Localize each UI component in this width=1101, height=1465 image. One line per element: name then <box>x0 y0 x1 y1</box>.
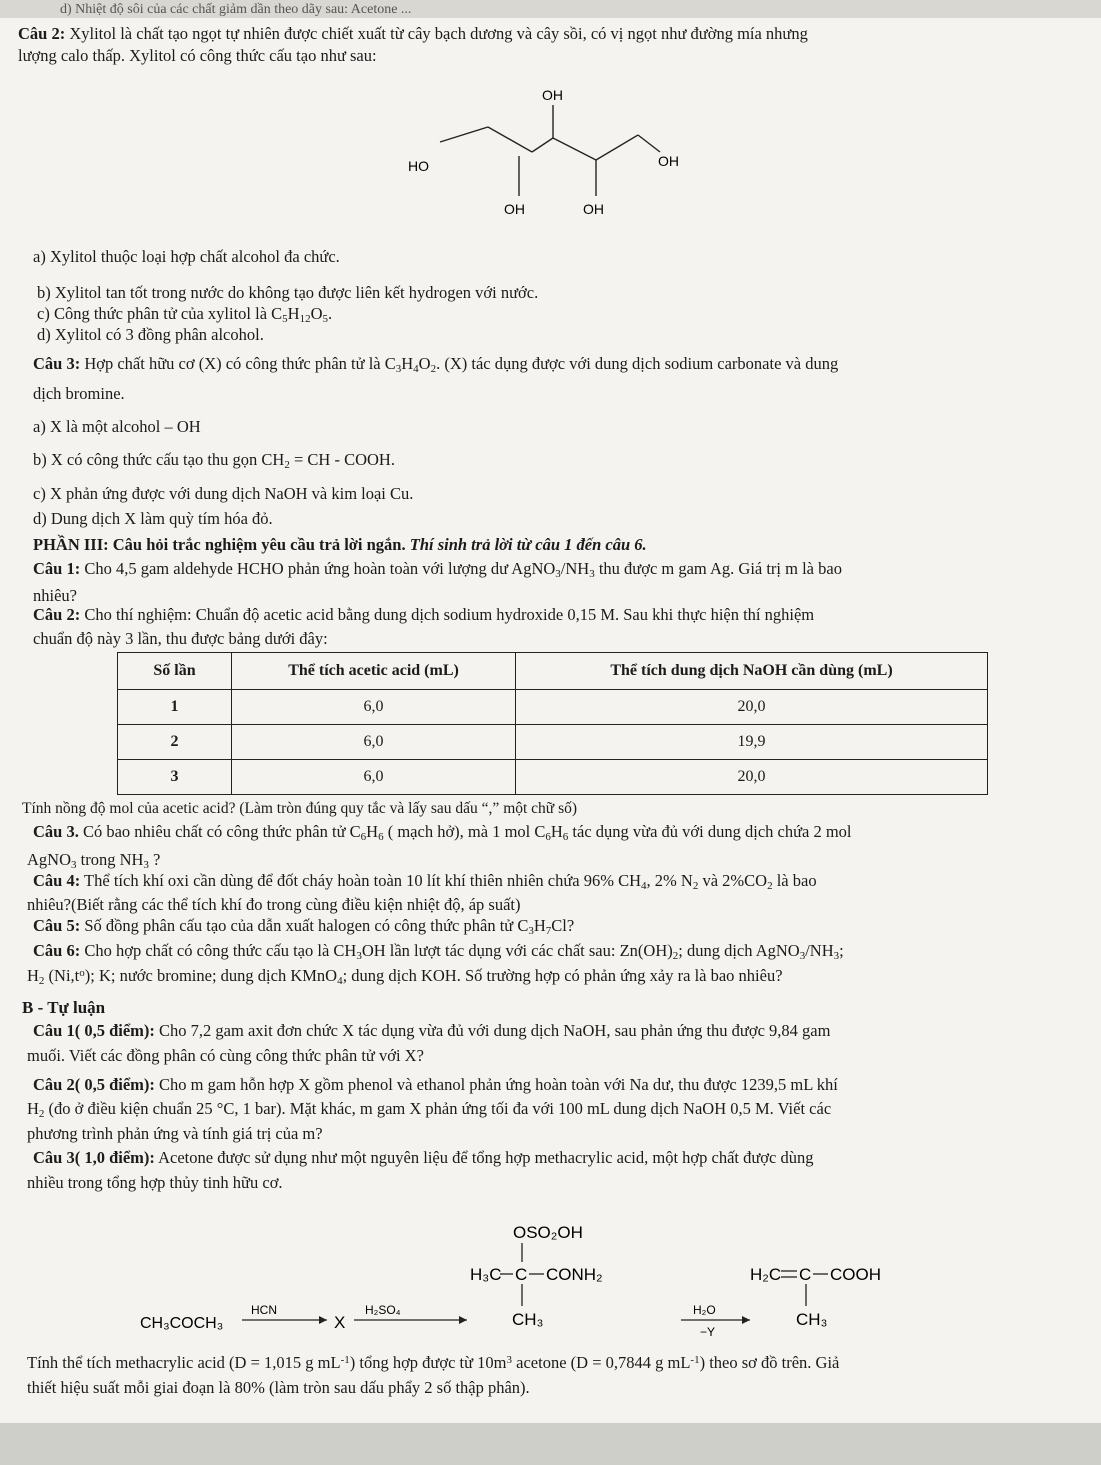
scheme-start: CH₃COCH₃ <box>140 1315 224 1332</box>
sub: 2 <box>284 459 290 471</box>
q3-line2: dịch bromine. <box>33 384 125 403</box>
b-c3-text: Acetone được sử dụng như một nguyên liệu để tổng hợp methacrylic acid, một hợp chất được dùng <box>154 1148 814 1167</box>
q3-label: Câu 3: <box>33 354 81 373</box>
sub: 6 <box>360 831 367 843</box>
sub: 5 <box>322 313 329 325</box>
titration-table <box>117 652 988 795</box>
s4-line1 <box>33 871 1087 891</box>
sub: 3 <box>555 568 561 580</box>
b-c2-text2: (đo ở điều kiện chuẩn 25 °C, 1 bar). Mặt khác, m gam X phản ứng tối đa với 100 mL dung dịch NaOH 0,5 M. Viết các <box>44 1099 832 1118</box>
arrow-1-head <box>319 1316 327 1324</box>
b-c2-line1 <box>33 1075 1087 1095</box>
sup: -1 <box>690 1354 700 1366</box>
b-c2-text: Cho m gam hỗn hợp X gồm phenol và ethanol phản ứng hoàn toàn với Na dư, thu được 1239,5 mL khí <box>154 1075 838 1094</box>
sub: 5 <box>282 313 288 325</box>
b-c2-line3: phương trình phản ứng và tính giá trị của m? <box>27 1124 323 1143</box>
part3-heading <box>33 535 1087 555</box>
s6-h2: H <box>27 966 39 985</box>
s5-t1: Số đồng phân cấu tạo của dẫn xuất halogen có công thức phân tử C <box>80 916 529 935</box>
s1-mid: /NH <box>560 559 590 578</box>
s4-label: Câu 4: <box>33 871 81 890</box>
b-c3-end2: thiết hiệu suất mỗi giai đoạn là 80% (làm tròn sau dấu phẩy 2 số thập phân). <box>27 1378 530 1397</box>
s3-label: Câu 3. <box>33 822 79 841</box>
q2-c-end: . <box>328 304 333 323</box>
table-cell: 1 <box>118 690 232 725</box>
s6-t1: Cho hợp chất có công thức cấu tạo là CH <box>80 941 357 960</box>
mid-top: OSO₂OH <box>513 1223 583 1242</box>
prod-left: H₂C <box>750 1265 782 1284</box>
sub: 3 <box>799 950 806 962</box>
s6-label: Câu 6: <box>33 941 81 960</box>
b-c3-end1d: ) theo sơ đồ trên. Giả <box>699 1353 840 1372</box>
s3-t3: tác dụng vừa đủ với dung dịch chứa 2 mol <box>568 822 852 841</box>
s6-t4: /NH <box>805 941 834 960</box>
scheme-reagent-h2o: H₂O <box>693 1303 716 1317</box>
s5-t2: Cl? <box>551 916 575 935</box>
q2-d: d) Xylitol có 3 đồng phân alcohol. <box>37 325 264 344</box>
s6-k: ); K; nước bromine; dung dịch KMnO <box>84 966 338 985</box>
sub: 3 <box>528 925 534 937</box>
cut-top-line: d) Nhiệt độ sôi của các chất giảm dần theo dãy sau: Acetone ... <box>60 2 412 17</box>
s1-line2: nhiêu? <box>33 586 77 605</box>
table-header: Thể tích acetic acid (mL) <box>232 653 516 690</box>
s4-t3: và 2%CO <box>698 871 768 890</box>
part3-title: PHẦN III: Câu hỏi trắc nghiệm yêu cầu trả lời ngắn. <box>33 535 406 554</box>
q3-d: d) Dung dịch X làm quỳ tím hóa đỏ. <box>33 509 273 528</box>
s2-line2: chuẩn độ này 3 lần, thu được bảng dưới đây: <box>33 629 328 648</box>
q2-c-text: c) Công thức phân tử của xylitol là C <box>37 304 283 323</box>
q3-text1: Hợp chất hữu cơ (X) có công thức phân tử là C <box>80 354 396 373</box>
scheme-minus-y: −Y <box>700 1325 716 1339</box>
sub: 3 <box>356 950 362 962</box>
s2-label: Câu 2: <box>33 605 81 624</box>
s6-line2 <box>27 966 1087 986</box>
q3-b-text: b) X có công thức cấu tạo thu gọn CH <box>33 450 285 469</box>
s1-text: Cho 4,5 gam aldehyde HCHO phản ứng hoàn toàn với lượng dư AgNO <box>80 559 556 578</box>
scheme-reagent-h2so4: H₂SO₄ <box>365 1303 401 1317</box>
b-c3-line2: nhiều trong tổng hợp thủy tinh hữu cơ. <box>27 1173 283 1192</box>
sub: 2 <box>38 1108 45 1120</box>
sub: 2 <box>38 975 45 987</box>
sup: 3 <box>506 1354 513 1366</box>
s6-t2: OH lần lượt tác dụng với các chất sau: Zn(OH) <box>361 941 673 960</box>
q2-c <box>37 304 1087 324</box>
b-c1-text: Cho 7,2 gam axit đơn chức X tác dụng vừa đủ với dung dịch NaOH, sau phản ứng thu được 9,84 gam <box>154 1021 831 1040</box>
sup: o <box>79 967 85 979</box>
oh-bottom1-label: OH <box>504 201 525 217</box>
mid-right: CONH₂ <box>546 1265 603 1284</box>
table-row <box>118 725 988 760</box>
table-cell: 20,0 <box>516 690 988 725</box>
b-c3-line1 <box>33 1148 1087 1168</box>
oh-top-label: OH <box>542 87 563 103</box>
sub: 7 <box>545 925 552 937</box>
sup: -1 <box>340 1354 350 1366</box>
sub: 2 <box>692 880 699 892</box>
table-row <box>118 760 988 795</box>
sub: 4 <box>413 363 419 375</box>
s6-t3: ; dung dịch AgNO <box>678 941 800 960</box>
sub: 3 <box>395 363 402 375</box>
s3-agno3: AgNO <box>27 850 71 869</box>
s5-line: Câu 5: Số đồng phân cấu tạo của dẫn xuất halogen có công thức phân tử $C_3H_7Cl$? <box>33 916 575 937</box>
prod-bottom: CH₃ <box>796 1310 828 1329</box>
s3-q: ? <box>148 850 161 869</box>
s1-tail: thu được m gam Ag. Giá trị m là bao <box>594 559 842 578</box>
mid-bottom: CH₃ <box>512 1310 544 1329</box>
s4-line2: nhiêu?(Biết rằng các thể tích khí đo trong cùng điều kiện nhiệt độ, áp suất) <box>27 895 521 914</box>
q2-b: b) Xylitol tan tốt trong nước do không tạo được liên kết hydrogen với nước. <box>37 283 539 302</box>
s6-end: ; dung dịch KOH. Số trường hợp có phản ứng xảy ra là bao nhiêu? <box>342 966 783 985</box>
sub: 3 <box>589 568 595 580</box>
s6-ni: (Ni,t <box>44 966 80 985</box>
partB-title: B - Tự luận <box>22 998 106 1017</box>
table-cell: 6,0 <box>232 725 516 760</box>
s6-line1 <box>33 941 1087 961</box>
part3-note: Thí sinh trả lời từ câu 1 đến câu 6. <box>405 535 647 554</box>
q3-a: a) X là một alcohol – OH <box>33 417 201 436</box>
sub: 3 <box>71 859 77 871</box>
s3-line2 <box>27 850 1087 870</box>
s6-t5: ; <box>839 941 844 960</box>
s4-t1: Thể tích khí oxi cần dùng để đốt cháy hoàn toàn 10 lít khí thiên nhiên chứa 96% CH <box>80 871 642 890</box>
s1-line1 <box>33 559 1087 579</box>
prod-c: C <box>799 1265 812 1284</box>
arrow-2-head <box>459 1316 467 1324</box>
q3-line1: Câu 3: Hợp chất hữu cơ (X) có công thức phân tử là $C_3H_4O_2$. (X) tác dụng được với dung dịch sodium carbonate và dung <box>33 354 839 375</box>
table-cell: 20,0 <box>516 760 988 795</box>
b-c1-line1 <box>33 1021 1087 1041</box>
s2-text: Cho thí nghiệm: Chuẩn độ acetic acid bằng dung dịch sodium hydroxide 0,15 M. Sau khi thực hiện thí nghiệm <box>80 605 815 624</box>
sub: 2 <box>430 363 437 375</box>
q2-c-o: O <box>310 304 323 323</box>
sub: 6 <box>562 831 569 843</box>
sub: 3 <box>143 859 149 871</box>
table-header: Thể tích dung dịch NaOH cần dùng (mL) <box>516 653 988 690</box>
table-row <box>118 690 988 725</box>
sub: 6 <box>378 831 384 843</box>
s3-nh3: trong NH <box>76 850 144 869</box>
table-header-row <box>118 653 988 690</box>
b-c3-end1a: Tính thể tích methacrylic acid (D = 1,015 g mL <box>27 1353 341 1372</box>
oh-right-label: OH <box>658 153 679 169</box>
b-c1-label: Câu 1( 0,5 điểm): <box>33 1021 155 1040</box>
sub: 2 <box>672 950 679 962</box>
ho-label: HO <box>408 158 429 174</box>
mid-left: H₃C <box>470 1265 502 1284</box>
s3-line1: Câu 3. Có bao nhiêu chất có công thức phân tử $C_6H_6$ ( mạch hở), mà 1 mol $C_6H_6$ tác dụng vừa đủ với dung dịch chứa 2 mol <box>33 822 852 843</box>
s1-label: Câu 1: <box>33 559 81 578</box>
sub: 2 <box>767 880 773 892</box>
prod-right: COOH <box>830 1265 881 1284</box>
sub: 3 <box>833 950 840 962</box>
q3-text2: . (X) tác dụng được với dung dịch sodium carbonate và dung <box>436 354 839 373</box>
q2-a: a) Xylitol thuộc loại hợp chất alcohol đa chức. <box>33 247 340 266</box>
b-c3-label: Câu 3( 1,0 điểm): <box>33 1148 155 1167</box>
sub: 12 <box>299 313 311 325</box>
xylitol-structure <box>400 80 700 225</box>
b-c2-label: Câu 2( 0,5 điểm): <box>33 1075 155 1094</box>
table-cell: 6,0 <box>232 760 516 795</box>
q2-label: Câu 2: <box>18 24 66 43</box>
table-cell: 19,9 <box>516 725 988 760</box>
b-c3-end1c: acetone (D = 0,7844 g mL <box>512 1353 691 1372</box>
table-header: Số lần <box>118 653 232 690</box>
mid-c: C <box>515 1265 528 1284</box>
s4-t4: là bao <box>772 871 817 890</box>
arrow-3-head <box>742 1316 750 1324</box>
scheme-x: X <box>334 1313 346 1332</box>
table-cell: 6,0 <box>232 690 516 725</box>
q2-line2: lượng calo thấp. Xylitol có công thức cấu tạo như sau: <box>18 46 377 65</box>
s2-after: Tính nồng độ mol của acetic acid? (Làm tròn đúng quy tắc và lấy sau dấu “,” một chữ số) <box>22 800 578 817</box>
b-c3-end1 <box>27 1353 1087 1373</box>
b-c2-h2: H <box>27 1099 39 1118</box>
s3-t2: ( mạch hở), mà 1 mol C <box>383 822 546 841</box>
q3-c: c) X phản ứng được với dung dịch NaOH và kim loại Cu. <box>33 484 414 503</box>
sub: 6 <box>545 831 551 843</box>
s3-t1: Có bao nhiêu chất có công thức phân tử C <box>78 822 361 841</box>
table-cell: 2 <box>118 725 232 760</box>
q2-line1 <box>18 24 1087 44</box>
b-c2-line2 <box>27 1099 1087 1119</box>
sub: 4 <box>337 975 343 987</box>
sub: 4 <box>641 880 647 892</box>
s4-t2: , 2% N <box>646 871 693 890</box>
q3-b <box>33 450 1087 470</box>
b-c1-line2: muối. Viết các đồng phân có cùng công thức phân tử với X? <box>27 1046 424 1065</box>
q3-b-post: = CH - COOH. <box>289 450 395 469</box>
oh-bottom2-label: OH <box>583 201 604 217</box>
b-c3-end1b: ) tổng hợp được từ 10m <box>349 1353 507 1372</box>
table-cell: 3 <box>118 760 232 795</box>
scheme-reagent-hcn: HCN <box>251 1303 277 1317</box>
q2-c-h: H <box>287 304 300 323</box>
s2-line1 <box>33 605 1087 625</box>
methacrylic-scheme <box>130 1210 930 1345</box>
q2-text: Xylitol là chất tạo ngọt tự nhiên được chiết xuất từ cây bạch dương và cây sồi, có vị ngọt như đường mía nhưng <box>65 24 808 43</box>
s5-label: Câu 5: <box>33 916 81 935</box>
bottom-band <box>0 1423 1101 1465</box>
